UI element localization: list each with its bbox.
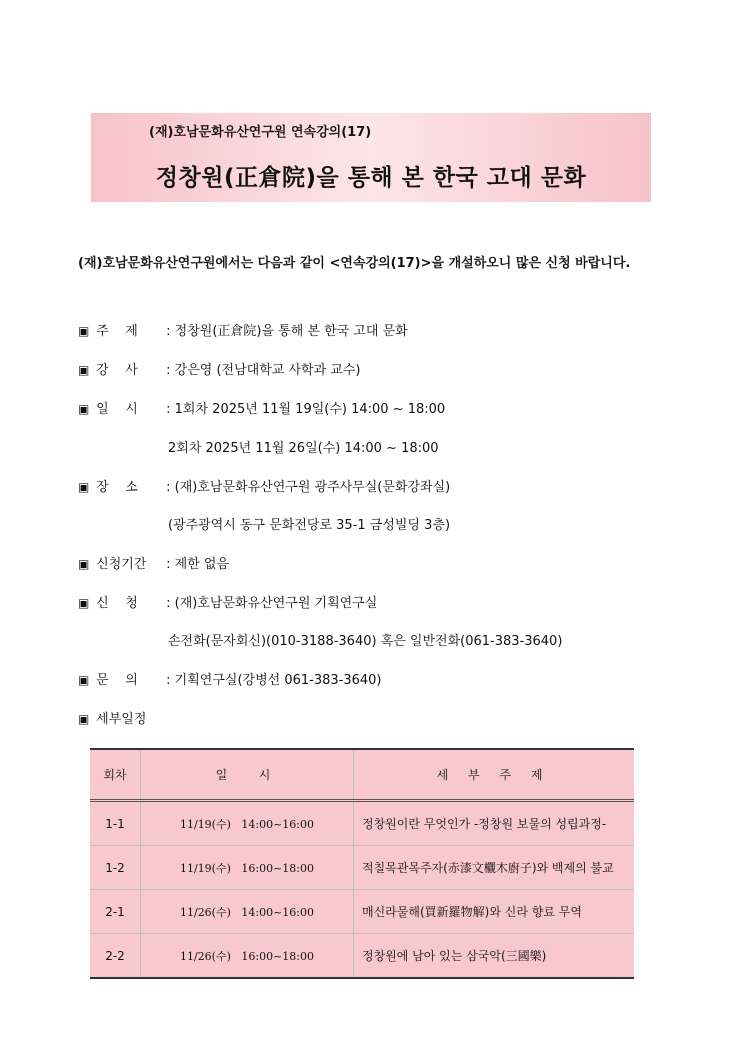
item-value: : 1회차 2025년 11월 19일(수) 14:00 ~ 18:00 — [166, 402, 446, 417]
time-cell: 11/26(수) 16:00~18:00 — [141, 934, 354, 979]
session-cell: 2-2 — [90, 934, 141, 979]
topic-cell: 적칠목관목주자(赤漆文欟木廚子)와 백제의 불교 — [354, 846, 635, 890]
item-label: 장 소 — [96, 480, 138, 495]
header-cell: 세 부 주 제 — [354, 749, 635, 801]
item-value: : 기획연구실(강병선 061-383-3640) — [166, 673, 382, 688]
item-label: 신 청 — [96, 596, 138, 611]
item-label: 강 사 — [96, 363, 138, 378]
square-bullet-icon: ▣ — [78, 480, 90, 494]
item-period — [78, 553, 229, 572]
banner-title: 정창원(正倉院)을 통해 본 한국 고대 문화 — [155, 165, 587, 191]
square-bullet-icon: ▣ — [78, 712, 90, 726]
item-label: 문 의 — [96, 673, 138, 688]
time-cell: 11/26(수) 14:00~16:00 — [141, 890, 354, 934]
table-row — [90, 801, 634, 846]
time-cell: 11/19(수) 14:00~16:00 — [141, 801, 354, 846]
item-date-cont: 2회차 2025년 11월 26일(수) 14:00 ~ 18:00 — [168, 441, 439, 456]
item-label: 주 제 — [96, 324, 138, 339]
item-label: 일 시 — [96, 402, 138, 417]
square-bullet-icon: ▣ — [78, 596, 90, 610]
item-place-cont: (광주광역시 동구 문화전당로 35-1 금성빌딩 3층) — [168, 518, 451, 533]
banner-subtitle: (재)호남문화유산연구원 연속강의(17) — [149, 125, 372, 140]
table-row — [90, 890, 634, 934]
session-cell: 1-1 — [90, 801, 141, 846]
title-banner — [91, 113, 651, 202]
topic-cell: 매신라물해(買新羅物解)와 신라 향료 무역 — [354, 890, 635, 934]
square-bullet-icon: ▣ — [78, 363, 90, 377]
item-detail — [78, 708, 146, 727]
item-value: : (재)호남문화유산연구원 광주사무실(문화강좌실) — [166, 480, 451, 495]
item-place — [78, 476, 450, 495]
square-bullet-icon: ▣ — [78, 402, 90, 416]
topic-cell: 정창원이란 무엇인가 -정창원 보물의 성립과정- — [354, 801, 635, 846]
item-date — [78, 398, 445, 417]
table-row — [90, 846, 634, 890]
item-apply — [78, 592, 377, 611]
item-value: : 제한 없음 — [166, 557, 230, 572]
table-header-row — [90, 749, 634, 801]
item-value: : (재)호남문화유산연구원 기획연구실 — [166, 596, 378, 611]
header-cell: 회차 — [90, 749, 141, 801]
item-contact — [78, 669, 382, 688]
topic-cell: 정창원에 남아 있는 삼국악(三國樂) — [354, 934, 635, 979]
session-cell: 2-1 — [90, 890, 141, 934]
item-lecturer — [78, 359, 360, 378]
item-label: 세부일정 — [96, 712, 147, 727]
square-bullet-icon: ▣ — [78, 557, 90, 571]
item-value: : 정창원(正倉院)을 통해 본 한국 고대 문화 — [166, 324, 408, 339]
item-topic — [78, 320, 408, 339]
item-value: : 강은영 (전남대학교 사학과 교수) — [166, 363, 361, 378]
square-bullet-icon: ▣ — [78, 673, 90, 687]
schedule-table — [90, 748, 634, 979]
session-cell: 1-2 — [90, 846, 141, 890]
time-cell: 11/19(수) 16:00~18:00 — [141, 846, 354, 890]
intro-text: (재)호남문화유산연구원에서는 다음과 같이 <연속강의(17)>을 개설하오니 많은 신청 바랍니다. — [78, 256, 631, 271]
item-label: 신청기간 — [96, 557, 147, 572]
item-apply-cont: 손전화(문자회신)(010-3188-3640) 혹은 일반전화(061-383-3640) — [168, 634, 563, 649]
table-row — [90, 934, 634, 979]
header-cell: 일 시 — [141, 749, 354, 801]
square-bullet-icon: ▣ — [78, 324, 90, 338]
